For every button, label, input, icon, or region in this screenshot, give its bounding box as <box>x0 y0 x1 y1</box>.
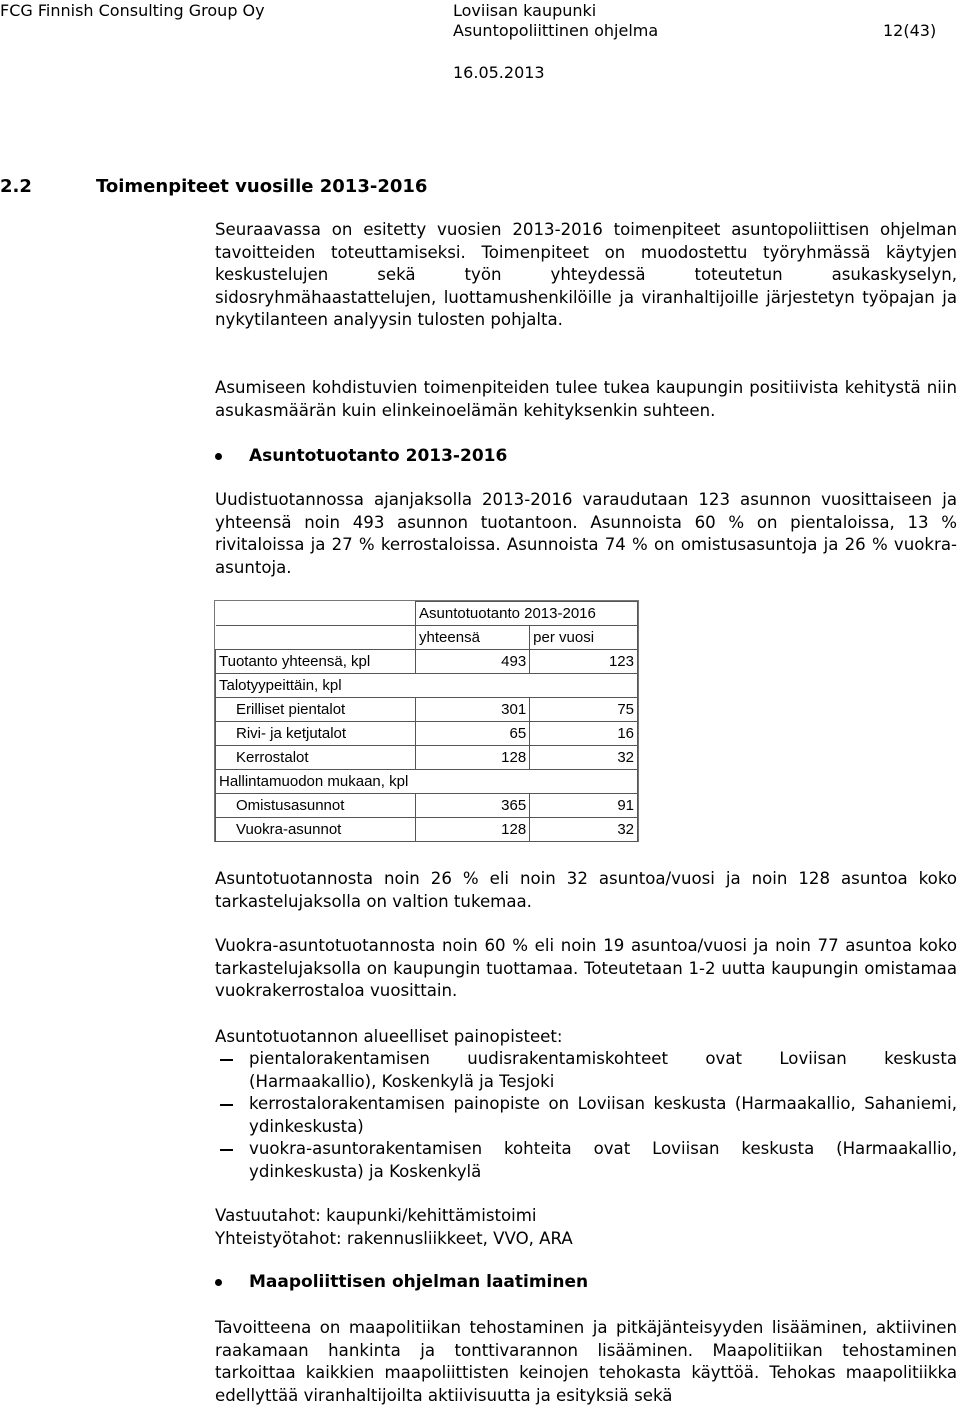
bullet-land-policy-label: Maapoliittisen ohjelman laatiminen <box>249 1272 589 1292</box>
row-total: 493 <box>416 650 530 674</box>
table-row <box>216 746 638 770</box>
table-header-row <box>216 626 638 650</box>
row-total: 128 <box>416 818 530 842</box>
dash-icon <box>220 1104 233 1106</box>
section-title: Toimenpiteet vuosille 2013-2016 <box>96 176 428 197</box>
row-label: Talotyypeittäin, kpl <box>216 674 638 698</box>
regional-list <box>215 1048 957 1183</box>
bullet-icon <box>215 453 222 460</box>
row-year: 91 <box>530 794 638 818</box>
partners-line: Yhteistyötahot: rakennusliikkeet, VVO, ARA <box>215 1228 573 1248</box>
header-page-number: 12(43) <box>883 21 937 40</box>
production-table <box>214 600 639 842</box>
row-label: Tuotanto yhteensä, kpl <box>216 650 416 674</box>
header-organization: Loviisan kaupunki <box>453 1 597 20</box>
responsibility-block <box>215 1205 957 1250</box>
list-item: pientalorakentamisen uudisrakentamiskohteet ovat Loviisan keskusta (Harmaakallio), Koskenkylä ja Tesjoki <box>215 1048 957 1093</box>
table-row <box>216 674 638 698</box>
intro-paragraph: Seuraavassa on esitetty vuosien 2013-2016 toimenpiteet asuntopoliittisen ohjelman tavoitteiden toteuttamiseksi. Toimenpiteet on muodostettu työryhmässä käytyjen keskustelujen sekä työn yhteydessä toteutetun asukaskyselyn, sidosryhmähaastattelujen, luottamushenkilöille ja viranhaltijoille järjestetyn työpajan ja nykytilanteen analyysin tulosten pohjalta. <box>215 220 957 329</box>
row-year: 16 <box>530 722 638 746</box>
responsible-line: Vastuutahot: kaupunki/kehittämistoimi <box>215 1206 537 1225</box>
row-year: 32 <box>530 746 638 770</box>
table-row <box>216 698 638 722</box>
row-total: 65 <box>416 722 530 746</box>
dash-icon <box>220 1059 233 1061</box>
header-document-title: Asuntopoliittinen ohjelma <box>453 21 659 40</box>
row-year: 123 <box>530 650 638 674</box>
table-col-total: yhteensä <box>416 626 530 650</box>
bullet-production-label: Asuntotuotanto 2013-2016 <box>249 446 508 466</box>
production-paragraph: Uudistuotannossa ajanjaksolla 2013-2016 varaudutaan 123 asunnon vuosittaiseen ja yhteensä noin 493 asunnon tuotantoon. Asunnoista 60 % on pientaloissa, 13 % rivitaloissa ja 27 % kerrostaloissa. Asunnoista 74 % on omistusasuntoja ja 26 % vuokra-asuntoja. <box>215 490 957 577</box>
row-label: Kerrostalot <box>216 746 416 770</box>
table-row <box>216 650 638 674</box>
list-item: kerrostalorakentamisen painopiste on Loviisan keskusta (Harmaakallio, Sahaniemi, ydinkeskusta) <box>215 1093 957 1138</box>
rental-paragraph: Vuokra-asuntotuotannosta noin 60 % eli noin 19 asuntoa/vuosi ja noin 77 asuntoa koko tarkastelujaksolla on kaupungin tuottamaa. Toteutetaan 1-2 uutta kaupungin omistamaa vuokrakerrostaloa vuosittain. <box>215 936 957 1000</box>
row-label: Omistusasunnot <box>216 794 416 818</box>
row-label: Rivi- ja ketjutalot <box>216 722 416 746</box>
list-item: vuokra-asuntorakentamisen kohteita ovat Loviisan keskusta (Harmaakallio, ydinkeskusta) ja Koskenkylä <box>215 1138 957 1183</box>
land-policy-paragraph: Tavoitteena on maapolitiikan tehostaminen ja pitkäjänteisyyden lisääminen, aktiivinen raakamaan hankinta ja tonttivarannon lisääminen. Maapolitiikan tehostaminen tarkoittaa kaikkien maapoliittisten keinojen tehokasta käyttöä. Tehokas maapolitiikka edellyttää viranhaltijoilta aktiivisuutta ja esityksiä sekä <box>215 1318 957 1405</box>
row-year: 75 <box>530 698 638 722</box>
table-title: Asuntotuotanto 2013-2016 <box>416 602 638 626</box>
row-total: 128 <box>416 746 530 770</box>
table-row <box>216 722 638 746</box>
table-row <box>216 818 638 842</box>
section-heading <box>0 176 427 198</box>
row-label: Vuokra-asunnot <box>216 818 416 842</box>
table-header-row <box>216 602 638 626</box>
section-number: 2.2 <box>0 176 32 197</box>
header-company: FCG Finnish Consulting Group Oy <box>0 1 265 20</box>
row-label: Erilliset pientalot <box>216 698 416 722</box>
row-total: 365 <box>416 794 530 818</box>
table-row <box>216 770 638 794</box>
table-col-year: per vuosi <box>530 626 638 650</box>
dash-icon <box>220 1149 233 1151</box>
production-table-grid <box>215 601 638 842</box>
regional-title: Asuntotuotannon alueelliset painopisteet: <box>215 1027 563 1046</box>
table-row <box>216 794 638 818</box>
row-label: Hallintamuodon mukaan, kpl <box>216 770 638 794</box>
row-year: 32 <box>530 818 638 842</box>
header-date: 16.05.2013 <box>453 63 545 82</box>
bullet-icon <box>215 1279 222 1286</box>
state-support-paragraph: Asuntotuotannosta noin 26 % eli noin 32 asuntoa/vuosi ja noin 128 asuntoa koko tarkastelujaksolla on valtion tukemaa. <box>215 869 957 911</box>
row-total: 301 <box>416 698 530 722</box>
support-paragraph: Asumiseen kohdistuvien toimenpiteiden tulee tukea kaupungin positiivista kehitystä niin asukasmäärän kuin elinkeinoelämän kehityksenkin suhteen. <box>215 378 957 420</box>
